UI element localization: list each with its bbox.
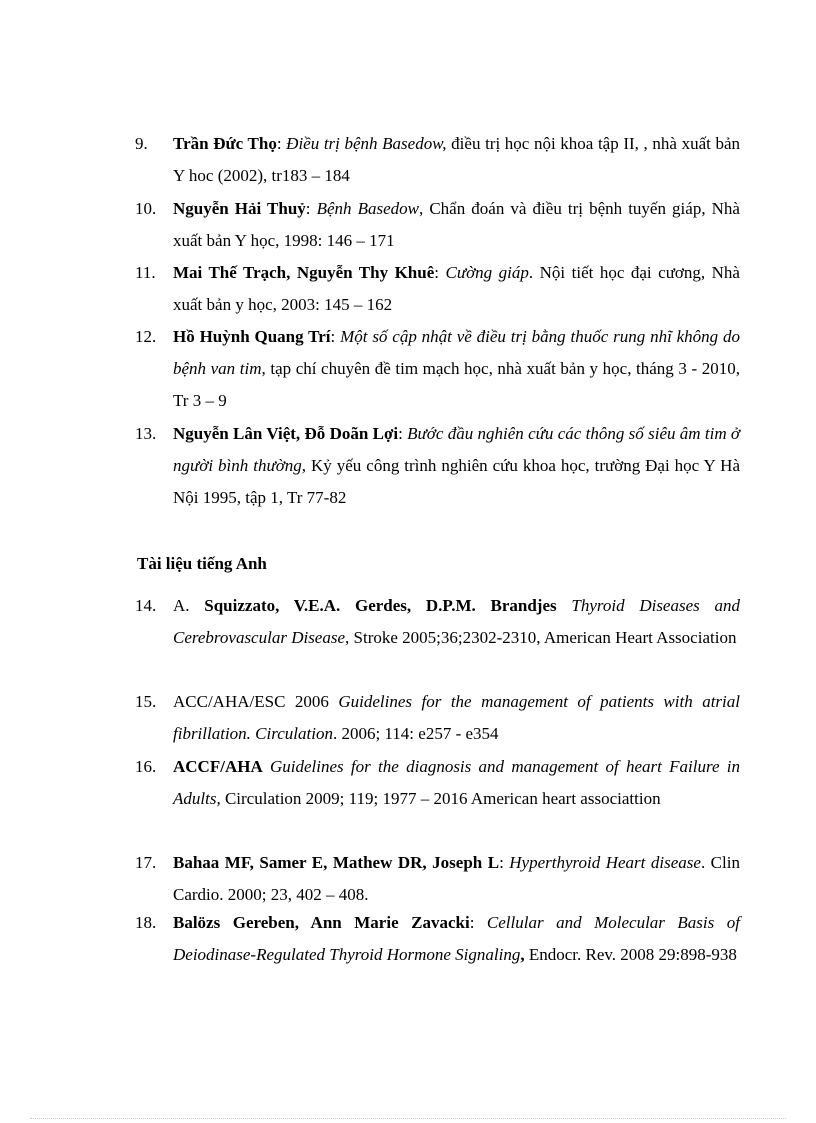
section-heading: Tài liệu tiếng Anh — [137, 554, 267, 573]
reference-separator: : — [330, 327, 341, 346]
reference-details: điều trị học nội khoa tập II, , nhà xuất bản Y hoc (2002), tr183 – 184 — [173, 134, 740, 185]
reference-number: 12. — [135, 327, 157, 346]
reference-details: , Stroke 2005;36;2302-2310, American Heart Association — [345, 628, 737, 647]
reference-item — [135, 193, 740, 257]
reference-separator: : — [276, 134, 287, 153]
reference-details: , Kỷ yếu công trình nghiên cứu khoa học, trường Đại học Y Hà Nội 1995, tập 1, Tr 77-82 — [173, 456, 740, 507]
reference-authors: Hồ Huỳnh Quang Trí — [173, 327, 331, 346]
reference-item — [135, 257, 740, 321]
reference-title: Cellular and Molecular Basis of Deiodinase-Regulated Thyroid Hormone Signaling — [173, 913, 740, 964]
reference-punctuation: , — [520, 945, 525, 964]
reference-separator: : — [469, 913, 487, 932]
reference-separator — [263, 757, 270, 776]
reference-authors: Squizzato, V.E.A. Gerdes, D.P.M. Brandjes — [204, 596, 557, 615]
reference-title: Hyperthyroid Heart disease — [509, 853, 701, 872]
reference-item — [135, 590, 740, 654]
reference-prefix: A. — [173, 596, 205, 615]
reference-authors: Balözs Gereben, Ann Marie Zavacki — [173, 913, 470, 932]
reference-item — [135, 321, 740, 417]
reference-item — [135, 128, 740, 192]
reference-number: 14. — [135, 596, 157, 615]
reference-number: 10. — [135, 199, 157, 218]
reference-details: . 2006; 114: e257 - e354 — [332, 724, 499, 743]
reference-item — [135, 686, 740, 750]
reference-plain: ACC/AHA/ESC 2006 — [173, 692, 339, 711]
reference-separator: : — [305, 199, 317, 218]
page-bottom-rule — [30, 1118, 786, 1119]
reference-title: Một số cập nhật về điều trị bằng thuốc rung nhĩ không do bệnh van tim — [173, 327, 741, 378]
reference-details: , Chẩn đoán và điều trị bệnh tuyến giáp, Nhà xuất bản Y học, 1998: 146 – 171 — [173, 199, 740, 250]
reference-item — [135, 751, 740, 815]
reference-item — [135, 847, 740, 911]
reference-authors: Mai Thế Trạch, Nguyễn Thy Khuê — [173, 263, 435, 282]
reference-separator — [557, 596, 572, 615]
reference-number: 9. — [135, 134, 148, 153]
reference-authors: Trần Đức Thọ — [173, 134, 277, 153]
reference-title: Điều trị bệnh Basedow, — [286, 134, 447, 153]
reference-authors: Nguyễn Hải Thuỷ — [173, 199, 306, 218]
reference-item — [135, 418, 740, 514]
reference-details: . Nội tiết học đại cương, Nhà xuất bản y học, 2003: 145 – 162 — [173, 263, 740, 314]
reference-number: 17. — [135, 853, 157, 872]
reference-title: Bước đầu nghiên cứu các thông số siêu âm tim ở người bình thường — [173, 424, 741, 475]
reference-item — [135, 907, 740, 971]
reference-authors: Nguyễn Lân Việt, Đỗ Doãn Lợi — [173, 424, 399, 443]
reference-separator: : — [398, 424, 408, 443]
reference-details: . Clin Cardio. 2000; 23, 402 – 408. — [173, 853, 740, 904]
reference-number: 13. — [135, 424, 157, 443]
reference-title: Guidelines for the diagnosis and management of heart Failure in Adults, — [173, 757, 741, 808]
reference-details: Circulation 2009; 119; 1977 – 2016 American heart associattion — [220, 789, 661, 808]
reference-authors: Bahaa MF, Samer E, Mathew DR, Joseph L — [173, 853, 500, 872]
reference-details: , tạp chí chuyên đề tim mạch học, nhà xuất bản y học, tháng 3 - 2010, Tr 3 – 9 — [173, 359, 740, 410]
reference-authors: ACCF/AHA — [173, 757, 263, 776]
reference-title: Cường giáp — [445, 263, 529, 282]
reference-number: 16. — [135, 757, 157, 776]
reference-title: Bệnh Basedow — [316, 199, 419, 218]
reference-number: 15. — [135, 692, 157, 711]
reference-title: Guidelines for the management of patients with atrial fibrillation. Circulation — [173, 692, 740, 743]
reference-details: Endocr. Rev. 2008 29:898-938 — [524, 945, 737, 964]
reference-title: Thyroid Diseases and Cerebrovascular Disease — [173, 596, 740, 647]
reference-separator: : — [434, 263, 446, 282]
reference-number: 11. — [135, 263, 156, 282]
reference-separator: : — [499, 853, 510, 872]
reference-number: 18. — [135, 913, 157, 932]
